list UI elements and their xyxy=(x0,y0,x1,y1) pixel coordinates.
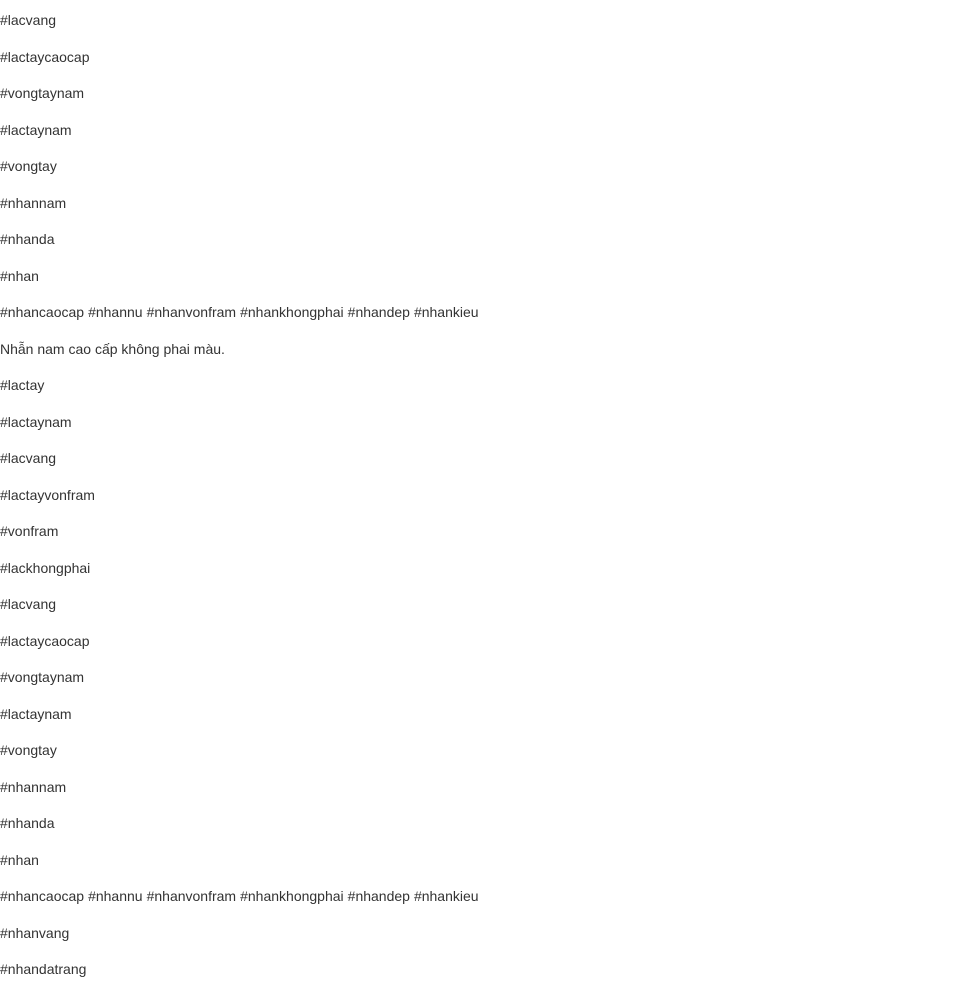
hashtag-line xyxy=(0,266,39,286)
hashtag-line xyxy=(0,10,56,30)
hashtag-link[interactable]: #nhanvonfram xyxy=(146,888,237,904)
hashtag-link[interactable]: #nhannu xyxy=(88,304,143,320)
hashtag-line xyxy=(0,704,72,724)
hashtag-link[interactable]: #nhancaocap xyxy=(0,888,85,904)
hashtag-line xyxy=(0,448,56,468)
hashtag-line xyxy=(0,229,55,249)
hashtag-link[interactable]: #lacvang xyxy=(0,596,57,612)
hashtag-line xyxy=(0,813,55,833)
hashtag-line xyxy=(0,850,39,870)
hashtag-line xyxy=(0,740,57,760)
hashtag-link[interactable]: #vongtaynam xyxy=(0,85,85,101)
hashtag-link[interactable]: #nhannam xyxy=(0,778,67,795)
hashtag-line xyxy=(0,375,44,395)
hashtag-link[interactable]: #nhanda xyxy=(0,815,55,831)
hashtag-line xyxy=(0,412,72,432)
hashtag-link[interactable]: #lactaycaocap xyxy=(0,632,90,649)
hashtag-link[interactable]: #nhankieu xyxy=(413,304,479,320)
hashtag-link[interactable]: #lactaynam xyxy=(0,705,72,722)
hashtag-link[interactable]: #lactay xyxy=(0,377,45,393)
hashtag-line xyxy=(0,923,69,943)
hashtag-line xyxy=(0,959,86,979)
hashtag-line xyxy=(0,302,479,322)
hashtag-link[interactable]: #nhannu xyxy=(88,888,143,904)
hashtag-link[interactable]: #vonfram xyxy=(0,523,59,539)
hashtag-link[interactable]: #vongtay xyxy=(0,158,57,174)
hashtag-link[interactable]: #vongtaynam xyxy=(0,669,85,685)
hashtag-line xyxy=(0,120,72,140)
hashtag-link[interactable]: #nhandep xyxy=(347,304,410,320)
hashtag-link[interactable]: #vongtay xyxy=(0,742,57,758)
hashtag-line xyxy=(0,777,66,797)
hashtag-link[interactable]: #nhanvang xyxy=(0,924,70,941)
hashtag-line xyxy=(0,156,57,176)
hashtag-link[interactable]: #lacvang xyxy=(0,450,57,466)
hashtag-link[interactable]: #nhanda xyxy=(0,231,55,247)
hashtag-link[interactable]: #nhandep xyxy=(347,888,410,904)
hashtag-line xyxy=(0,485,95,505)
hashtag-line xyxy=(0,667,84,687)
hashtag-link[interactable]: #lactayvonfram xyxy=(0,486,95,503)
hashtag-line xyxy=(0,594,56,614)
hashtag-link[interactable]: #nhankhongphai xyxy=(240,888,344,904)
hashtag-line xyxy=(0,558,90,578)
hashtag-link[interactable]: #lacvang xyxy=(0,12,57,28)
hashtag-line xyxy=(0,521,58,541)
hashtag-line xyxy=(0,193,66,213)
hashtag-link[interactable]: #nhan xyxy=(0,851,39,868)
hashtag-link[interactable]: #nhandatrang xyxy=(0,961,87,977)
hashtag-link[interactable]: #nhankieu xyxy=(413,888,479,904)
hashtag-link[interactable]: #lactaynam xyxy=(0,121,72,138)
hashtag-link[interactable]: #lactaycaocap xyxy=(0,48,90,65)
hashtag-line xyxy=(0,886,479,906)
hashtag-link[interactable]: #nhankhongphai xyxy=(240,304,344,320)
caption-text: Nhẫn nam cao cấp không phai màu. xyxy=(0,340,225,357)
hashtag-line xyxy=(0,47,90,67)
hashtag-link[interactable]: #nhan xyxy=(0,267,39,284)
hashtag-link[interactable]: #nhanvonfram xyxy=(146,304,237,320)
hashtag-link[interactable]: #lactaynam xyxy=(0,413,72,430)
hashtag-link[interactable]: #lackhongphai xyxy=(0,559,91,576)
hashtag-link[interactable]: #nhannam xyxy=(0,194,67,211)
hashtag-link[interactable]: #nhancaocap xyxy=(0,304,85,320)
hashtag-line xyxy=(0,83,84,103)
hashtag-line xyxy=(0,631,90,651)
